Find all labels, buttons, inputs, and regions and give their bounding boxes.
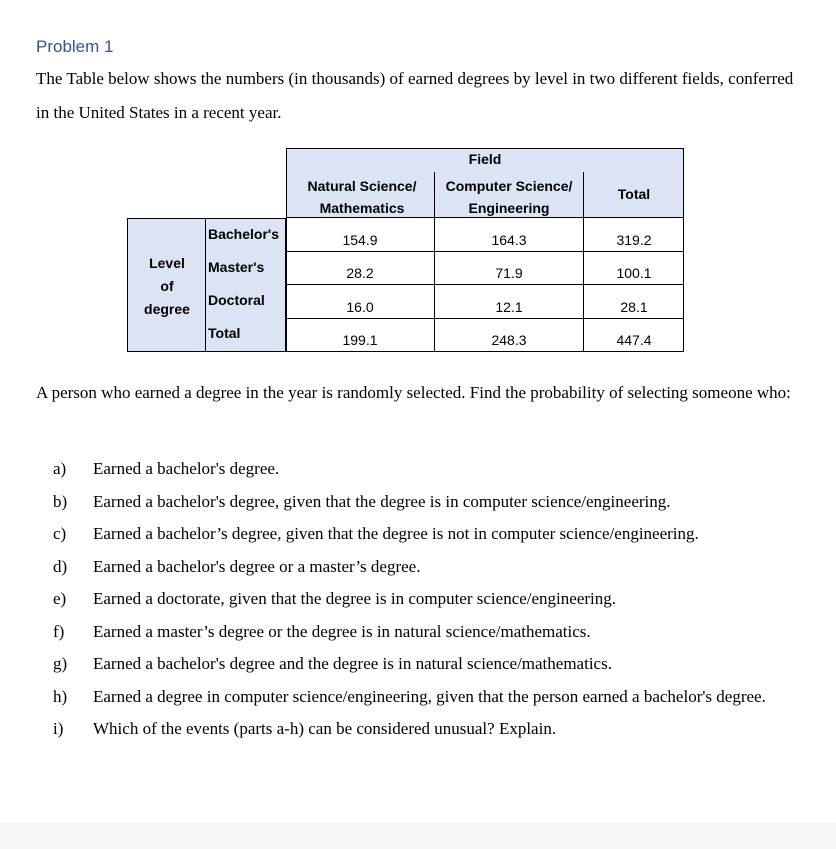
item-label: c): [53, 524, 67, 543]
item-label: f): [53, 621, 65, 641]
item-text: Earned a degree in computer science/engineering, given that the person earned a bachelor's degree.: [93, 686, 766, 706]
item-text: Earned a bachelor’s degree, given that the degree is not in computer science/engineering.: [93, 524, 699, 543]
intro-text: The Table below shows the numbers (in thousands) of earned degrees by level in two different fields, conferred in the United States in a recent year.: [36, 69, 794, 122]
cell-masters-total: 100.1: [616, 265, 652, 281]
cell-doctoral-total: 28.1: [620, 299, 648, 315]
list-item: [53, 518, 793, 551]
cell-total-cs: 248.3: [491, 332, 527, 348]
col-header-computer-science: Computer Science/ Engineering: [445, 178, 573, 216]
cell-bachelors-ns: 154.9: [342, 232, 378, 248]
item-text: Earned a master’s degree or the degree is in natural science/mathematics.: [93, 621, 591, 641]
list-item: [53, 453, 793, 486]
question-text: A person who earned a degree in the year is randomly selected. Find the probability of selecting someone who:: [36, 383, 791, 402]
item-label: g): [53, 654, 68, 673]
page-title: Problem 1: [36, 37, 114, 56]
list-item: [53, 583, 793, 616]
question-list: [53, 453, 793, 746]
cell-masters-cs: 71.9: [495, 265, 523, 281]
cell-total-ns: 199.1: [342, 332, 378, 348]
cell-grand-total: 447.4: [616, 332, 652, 348]
item-text: Earned a bachelor's degree, given that the degree is in computer science/engineering.: [93, 491, 671, 511]
item-label: i): [53, 719, 64, 738]
col-header-natural-science: Natural Science/ Mathematics: [307, 178, 417, 216]
item-label: b): [53, 491, 68, 511]
item-text: Earned a bachelor's degree and the degree is in natural science/mathematics.: [93, 654, 612, 673]
list-item: [53, 551, 793, 584]
list-item: [53, 713, 793, 746]
item-text: Which of the events (parts a-h) can be considered unusual? Explain.: [93, 719, 557, 738]
list-item: [53, 616, 793, 649]
item-label: a): [53, 459, 67, 478]
cell-bachelors-cs: 164.3: [491, 232, 527, 248]
item-text: Earned a bachelor's degree.: [93, 459, 280, 478]
item-label: h): [53, 686, 68, 706]
cell-doctoral-ns: 16.0: [346, 299, 374, 315]
field-header: Field: [468, 151, 502, 167]
cell-doctoral-cs: 12.1: [495, 299, 523, 315]
row-label-bachelors: Bachelor's: [208, 226, 280, 242]
row-label-masters: Master's: [208, 259, 265, 275]
row-label-total: Total: [208, 325, 241, 341]
list-item: [53, 486, 793, 519]
footer-band: [0, 823, 836, 849]
col-header-total: Total: [617, 186, 651, 202]
item-text: Earned a doctorate, given that the degree is in computer science/engineering.: [93, 589, 616, 608]
list-item: [53, 681, 793, 714]
item-label: d): [53, 556, 68, 576]
level-of-degree-label: Level of degree: [144, 255, 190, 317]
cell-masters-ns: 28.2: [346, 265, 374, 281]
cell-bachelors-total: 319.2: [616, 232, 652, 248]
item-text: Earned a bachelor's degree or a master’s degree.: [93, 556, 421, 576]
list-item: [53, 648, 793, 681]
row-label-doctoral: Doctoral: [208, 292, 265, 308]
item-label: e): [53, 589, 67, 608]
